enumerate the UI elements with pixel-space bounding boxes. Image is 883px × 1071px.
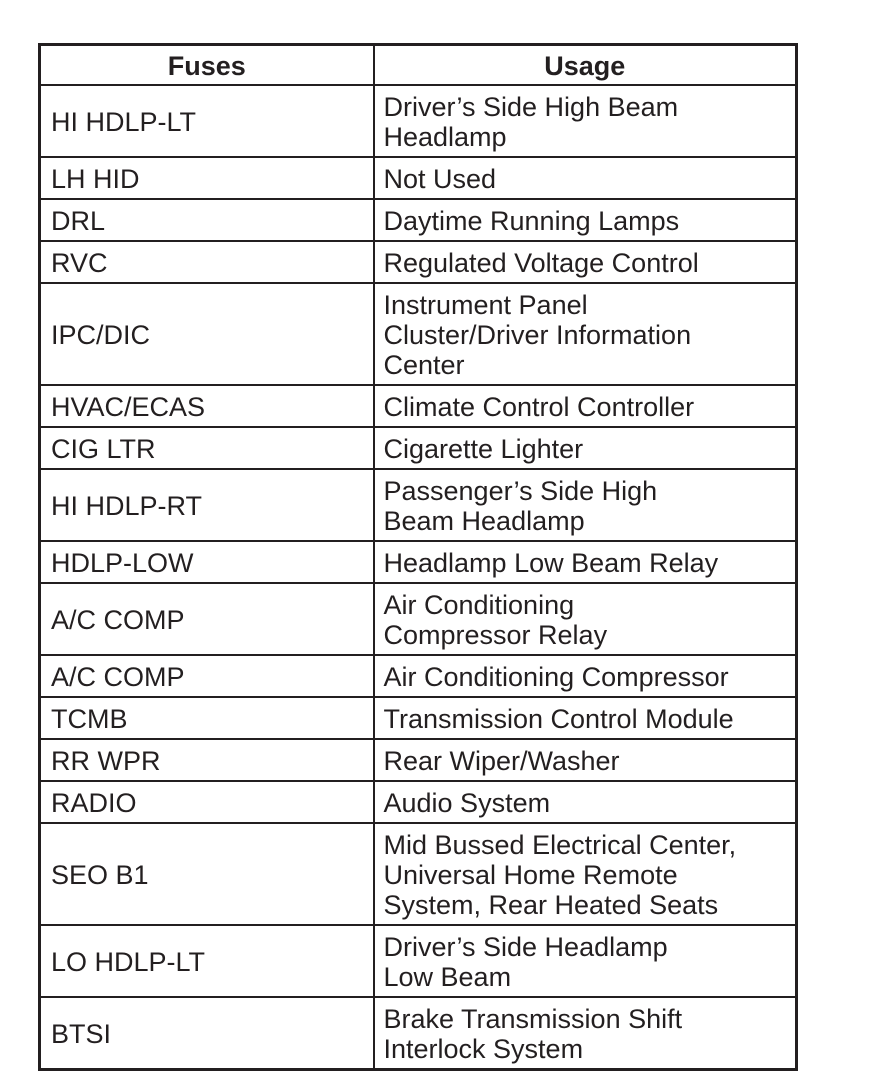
table-row (40, 997, 797, 1070)
fuse-name-cell: HI HDLP-RT (40, 469, 374, 541)
table-row (40, 241, 797, 283)
table-row (40, 385, 797, 427)
table-body (40, 85, 797, 1070)
fuse-usage-cell: Not Used (374, 157, 797, 199)
fuse-usage-cell: Driver’s Side Headlamp Low Beam (374, 925, 797, 997)
fuse-usage-cell: Mid Bussed Electrical Center, Universal Home Remote System, Rear Heated Seats (374, 823, 797, 925)
fuse-name-cell: A/C COMP (40, 655, 374, 697)
fuse-usage-cell: Daytime Running Lamps (374, 199, 797, 241)
fuse-usage-cell: Air Conditioning Compressor Relay (374, 583, 797, 655)
fuse-name-cell: RR WPR (40, 739, 374, 781)
table-row (40, 925, 797, 997)
column-header-fuses: Fuses (40, 45, 374, 86)
table-row (40, 583, 797, 655)
fuse-usage-cell: Regulated Voltage Control (374, 241, 797, 283)
table-row (40, 541, 797, 583)
fuse-usage-cell: Audio System (374, 781, 797, 823)
fuse-usage-cell: Rear Wiper/Washer (374, 739, 797, 781)
table-header (40, 45, 797, 86)
fuse-usage-cell: Cigarette Lighter (374, 427, 797, 469)
fuse-name-cell: CIG LTR (40, 427, 374, 469)
fuse-usage-cell: Climate Control Controller (374, 385, 797, 427)
fuse-name-cell: TCMB (40, 697, 374, 739)
fuse-name-cell: DRL (40, 199, 374, 241)
table-row (40, 823, 797, 925)
table-row (40, 655, 797, 697)
fuse-name-cell: RVC (40, 241, 374, 283)
fuse-name-cell: LH HID (40, 157, 374, 199)
fuse-name-cell: IPC/DIC (40, 283, 374, 385)
fuse-usage-cell: Air Conditioning Compressor (374, 655, 797, 697)
fuse-usage-table (38, 43, 798, 1071)
fuse-usage-cell: Brake Transmission Shift Interlock System (374, 997, 797, 1070)
header-row (40, 45, 797, 86)
fuse-name-cell: RADIO (40, 781, 374, 823)
table-row (40, 85, 797, 157)
fuse-usage-cell: Transmission Control Module (374, 697, 797, 739)
table-row (40, 427, 797, 469)
fuse-name-cell: LO HDLP-LT (40, 925, 374, 997)
table-row (40, 157, 797, 199)
table-row (40, 697, 797, 739)
fuse-name-cell: BTSI (40, 997, 374, 1070)
table-row (40, 781, 797, 823)
fuse-name-cell: HI HDLP-LT (40, 85, 374, 157)
fuse-usage-cell: Instrument Panel Cluster/Driver Information Center (374, 283, 797, 385)
table-row (40, 739, 797, 781)
column-header-usage: Usage (374, 45, 797, 86)
fuse-name-cell: A/C COMP (40, 583, 374, 655)
fuse-name-cell: SEO B1 (40, 823, 374, 925)
fuse-name-cell: HDLP-LOW (40, 541, 374, 583)
fuse-name-cell: HVAC/ECAS (40, 385, 374, 427)
fuse-usage-cell: Driver’s Side High Beam Headlamp (374, 85, 797, 157)
table-row (40, 283, 797, 385)
table-row (40, 469, 797, 541)
fuse-usage-cell: Headlamp Low Beam Relay (374, 541, 797, 583)
fuse-usage-cell: Passenger’s Side High Beam Headlamp (374, 469, 797, 541)
table-row (40, 199, 797, 241)
